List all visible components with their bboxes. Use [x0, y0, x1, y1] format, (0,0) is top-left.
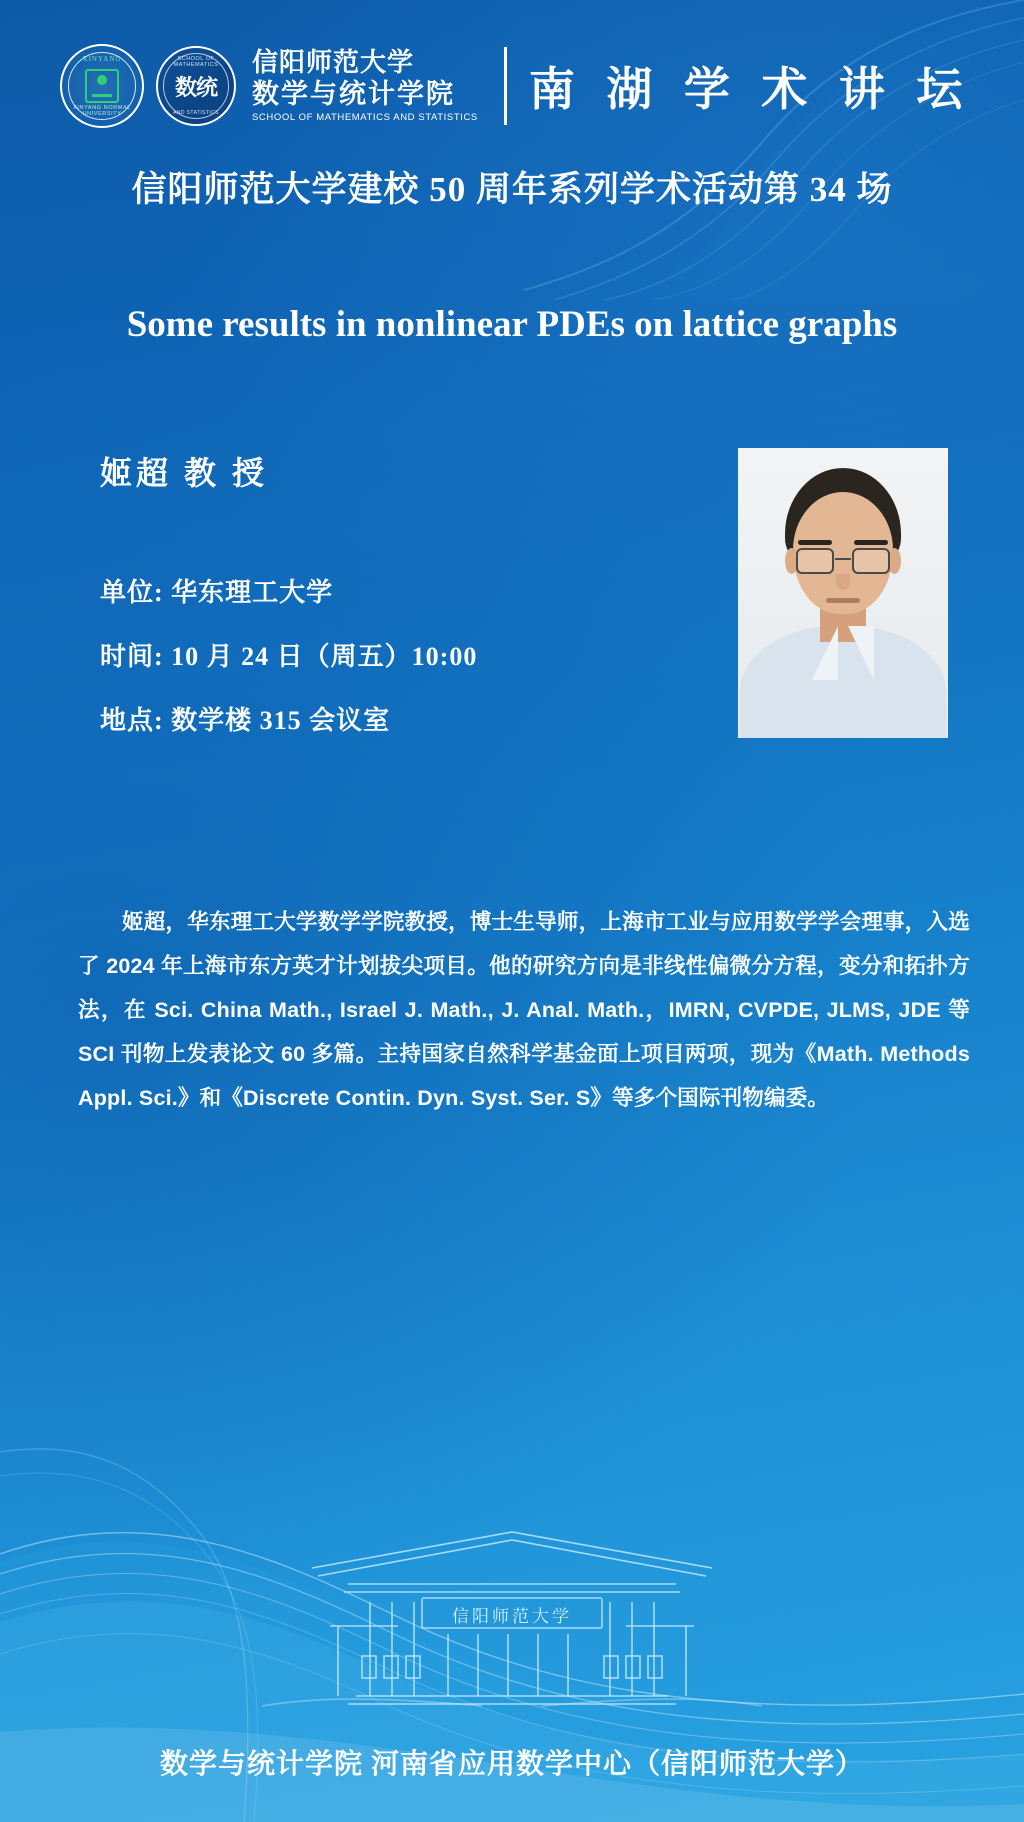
series-subtitle: 信阳师范大学建校 50 周年系列学术活动第 34 场: [131, 170, 893, 209]
poster-footer: 数学与统计学院 河南省应用数学中心（信阳师范大学）: [159, 1749, 864, 1780]
gate-sign-text: 信阳师范大学: [452, 1607, 572, 1626]
poster-header: [0, 0, 1024, 124]
badge-ring-bottom-text: AND STATISTICS: [173, 110, 219, 116]
talk-title: Some results in nonlinear PDEs on lattice graphs: [126, 304, 898, 345]
department-badge-logo: [156, 46, 236, 126]
speaker-biography: 姬超，华东理工大学数学学院教授，博士生导师，上海市工业与应用数学学会理事，入选了 2024 年上海市东方英才计划拔尖项目。他的研究方向是非线性偏微分方程，变分和拓扑方法，在 Sci. China Math., Israel J. Math., J. Anal. Math.，IMRN, CVPDE, JLMS, JDE 等 SCI 刊物上发表论文 60 多篇。主持国家自然科学基金面上项目两项，现为《Math. Methods Appl. Sci.》和《Discrete Contin. Dyn. Syst. Ser. S》等多个国际刊物编委。: [78, 909, 970, 1110]
speaker-section: [0, 448, 1024, 764]
speaker-portrait: [738, 448, 948, 738]
school-name-en: SCHOOL OF MATHEMATICS AND STATISTICS: [252, 112, 478, 124]
portrait-glasses-left: [796, 548, 834, 574]
portrait-brow-right: [854, 540, 888, 545]
speaker-name: 姬超 教 授: [100, 454, 269, 491]
badge-ring-top-text: SCHOOL OF MATHEMATICS: [173, 56, 219, 68]
header-divider: [504, 47, 507, 125]
speaker-place-row: 地点: 数学楼 315 会议室: [100, 705, 391, 735]
speaker-meta-list: [100, 572, 738, 737]
university-seal-logo: [60, 44, 144, 128]
school-name-block: [252, 49, 478, 124]
badge-glyph: 数统: [174, 74, 217, 100]
speaker-time-row: 时间: 10 月 24 日（周五）10:00: [100, 641, 478, 671]
portrait-glasses-right: [852, 548, 890, 574]
portrait-collar-left: [812, 626, 838, 680]
speaker-affiliation-row: 单位: 华东理工大学: [100, 577, 334, 607]
portrait-brow-left: [798, 540, 832, 545]
seal-bottom-text: XINYANG NORMAL UNIVERSITY: [73, 105, 131, 117]
university-gate-illustration: [252, 1506, 772, 1716]
speaker-details: [100, 448, 738, 764]
seal-top-text: XINYANG: [82, 55, 122, 63]
forum-title: 南 湖 学 术 讲 坛: [528, 64, 973, 115]
school-name-cn-line1: 信阳师范大学: [252, 47, 415, 77]
portrait-glasses-bridge: [835, 558, 851, 561]
portrait-collar-right: [848, 626, 874, 680]
portrait-shirt: [740, 626, 946, 738]
portrait-mouth: [826, 598, 860, 603]
school-name-cn-line2: 数学与统计学院: [252, 79, 455, 109]
seal-core-glyph: [85, 69, 119, 103]
portrait-nose: [836, 574, 850, 590]
